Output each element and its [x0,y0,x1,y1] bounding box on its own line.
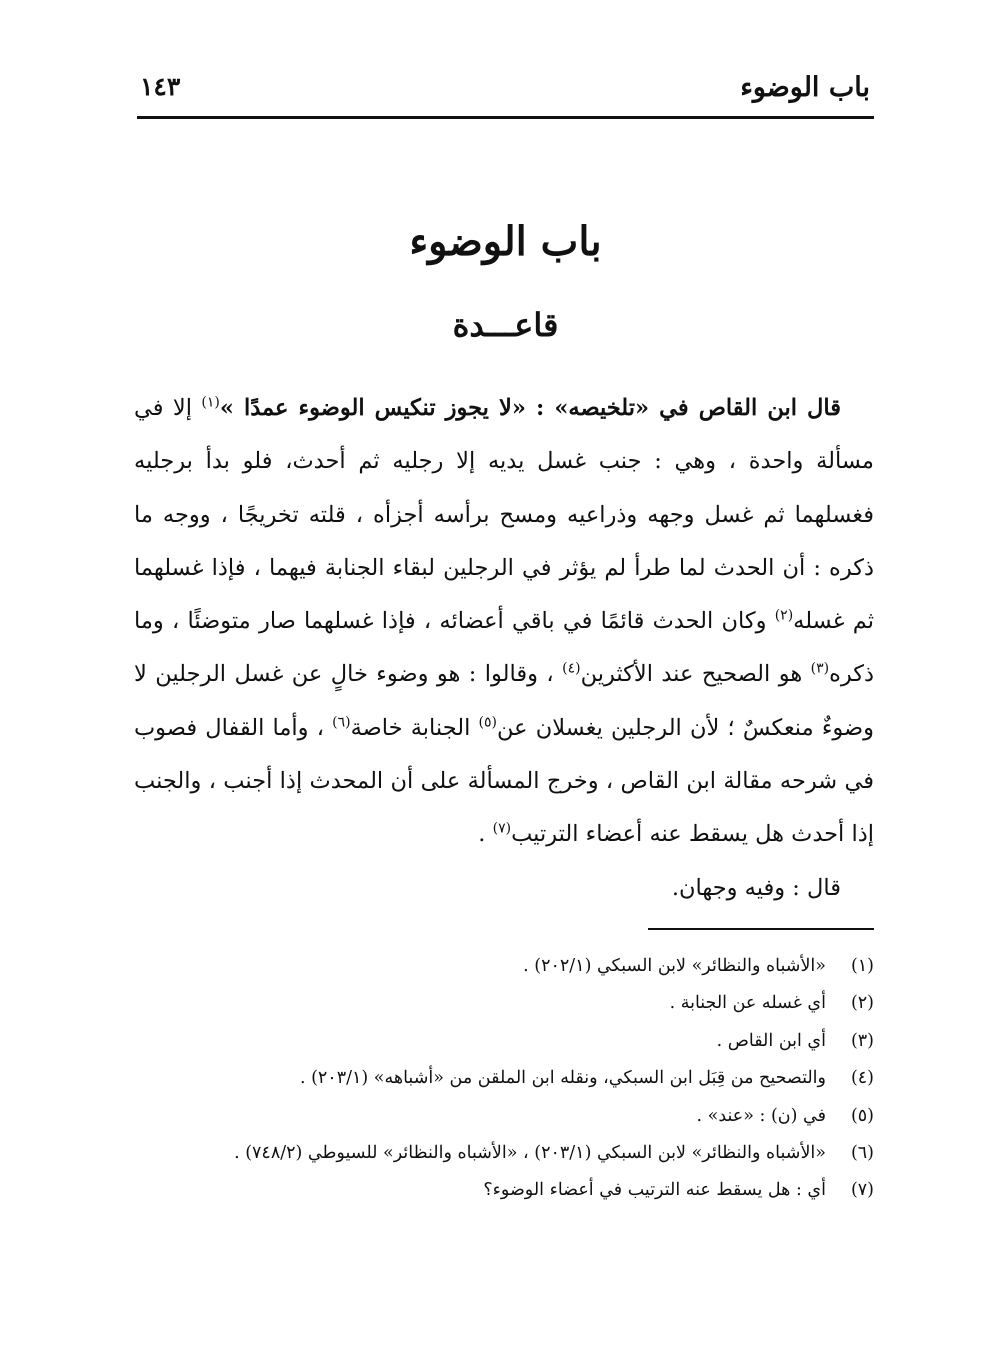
chapter-title: باب الوضوء [409,218,602,265]
paragraph-segment-5: الجنابة خاصة [350,714,479,741]
footnote-text: «الأشباه والنظائر» لابن السبكي (٢٠٢/١) . [523,956,826,976]
footnote-item [134,985,874,1022]
footnotes [134,948,874,1210]
paragraph-segment-7: . [478,821,493,848]
main-paragraph [134,382,874,862]
footnote-number: (١) [850,956,874,976]
footnote-ref-4: (٤) [562,660,581,677]
footnote-ref-7: (٧) [492,820,512,837]
footnote-number: (٢) [850,993,874,1014]
lead-quote: قال ابن القاص في «تلخيصه» : «لا يجوز تنكيس الوضوء عمدًا » [219,395,841,421]
footnote-ref-6: (٦) [332,714,351,731]
header-divider [137,116,874,119]
footnote-text: «الأشباه والنظائر» لابن السبكي (٢٠٣/١) ، «الأشباه والنظائر» للسيوطي (٧٤٨/٢) . [234,1143,826,1164]
page-number: ١٤٣ [140,72,181,101]
footnote-number: (٣) [850,1030,874,1051]
closing-line: قال : وفيه وجهان. [671,874,841,901]
footnote-text: أي : هل يسقط عنه الترتيب في أعضاء الوضوء؟ [483,1180,826,1201]
section-title: قاعـــدة [452,306,559,344]
paragraph-segment-1: إلا في مسألة واحدة ، وهي : جنب غسل يديه إلا رجليه ثم أحدث، فلو بدأ برجليه فغسلهما ثم غسل وجهه وذراعيه ومسح برأسه أجزأه ، قلته تخريجًا ، ووجه ما ذكره : أن الحدث لما طرأ لم يؤثر في الرجلين لبقاء الجنابة فيهما ، فإذا غسلهما ثم غسله [134,395,874,635]
footnote-ref-5: (٥) [478,714,497,731]
footnote-number: (٧) [850,1180,874,1201]
footnote-item [134,1172,874,1209]
paragraph-segment-4: ، وقالوا : هو وضوء خالٍ عن غسل الرجلين لا وضوءٌ منعكسٌ ؛ لأن الرجلين يغسلان عن [134,661,874,741]
footnote-number: (٦) [850,1143,874,1164]
paragraph-segment-6: ، وأما القفال فصوب في شرحه مقالة ابن القاص ، وخرج المسألة على أن المحدث إذا أجنب ، والجنب إذا أحدث هل يسقط عنه أعضاء الترتيب [134,714,874,848]
footnote-ref-3: (٣) [810,660,830,677]
footnote-number: (٥) [850,1105,874,1126]
footnote-item [134,1098,874,1135]
running-header-title: باب الوضوء [740,72,870,103]
footnote-ref-2: (٢) [774,607,794,624]
paragraph-segment-2: وكان الحدث قائمًا في باقي أعضائه ، فإذا غسلهما صار متوضئًا ، وما ذكره [134,608,875,688]
footnote-ref-1: (١) [201,394,220,411]
footnote-item [134,948,874,985]
main-text [134,382,874,915]
footnote-divider [648,928,874,930]
footnote-text: والتصحيح من قِبَل ابن السبكي، ونقله ابن الملقن من «أشباهه» (٢٠٣/١) . [299,1068,826,1089]
footnote-item [134,1135,874,1172]
footnote-text: أي ابن القاص . [716,1030,826,1051]
footnote-item [134,1023,874,1060]
footnote-number: (٤) [850,1068,874,1089]
footnote-text: أي غسله عن الجنابة . [669,993,826,1014]
footnote-text: في (ن) : «عند» . [696,1105,826,1126]
paragraph-segment-3: هو الصحيح عند الأكثرين [580,661,811,688]
footnote-item [134,1060,874,1097]
